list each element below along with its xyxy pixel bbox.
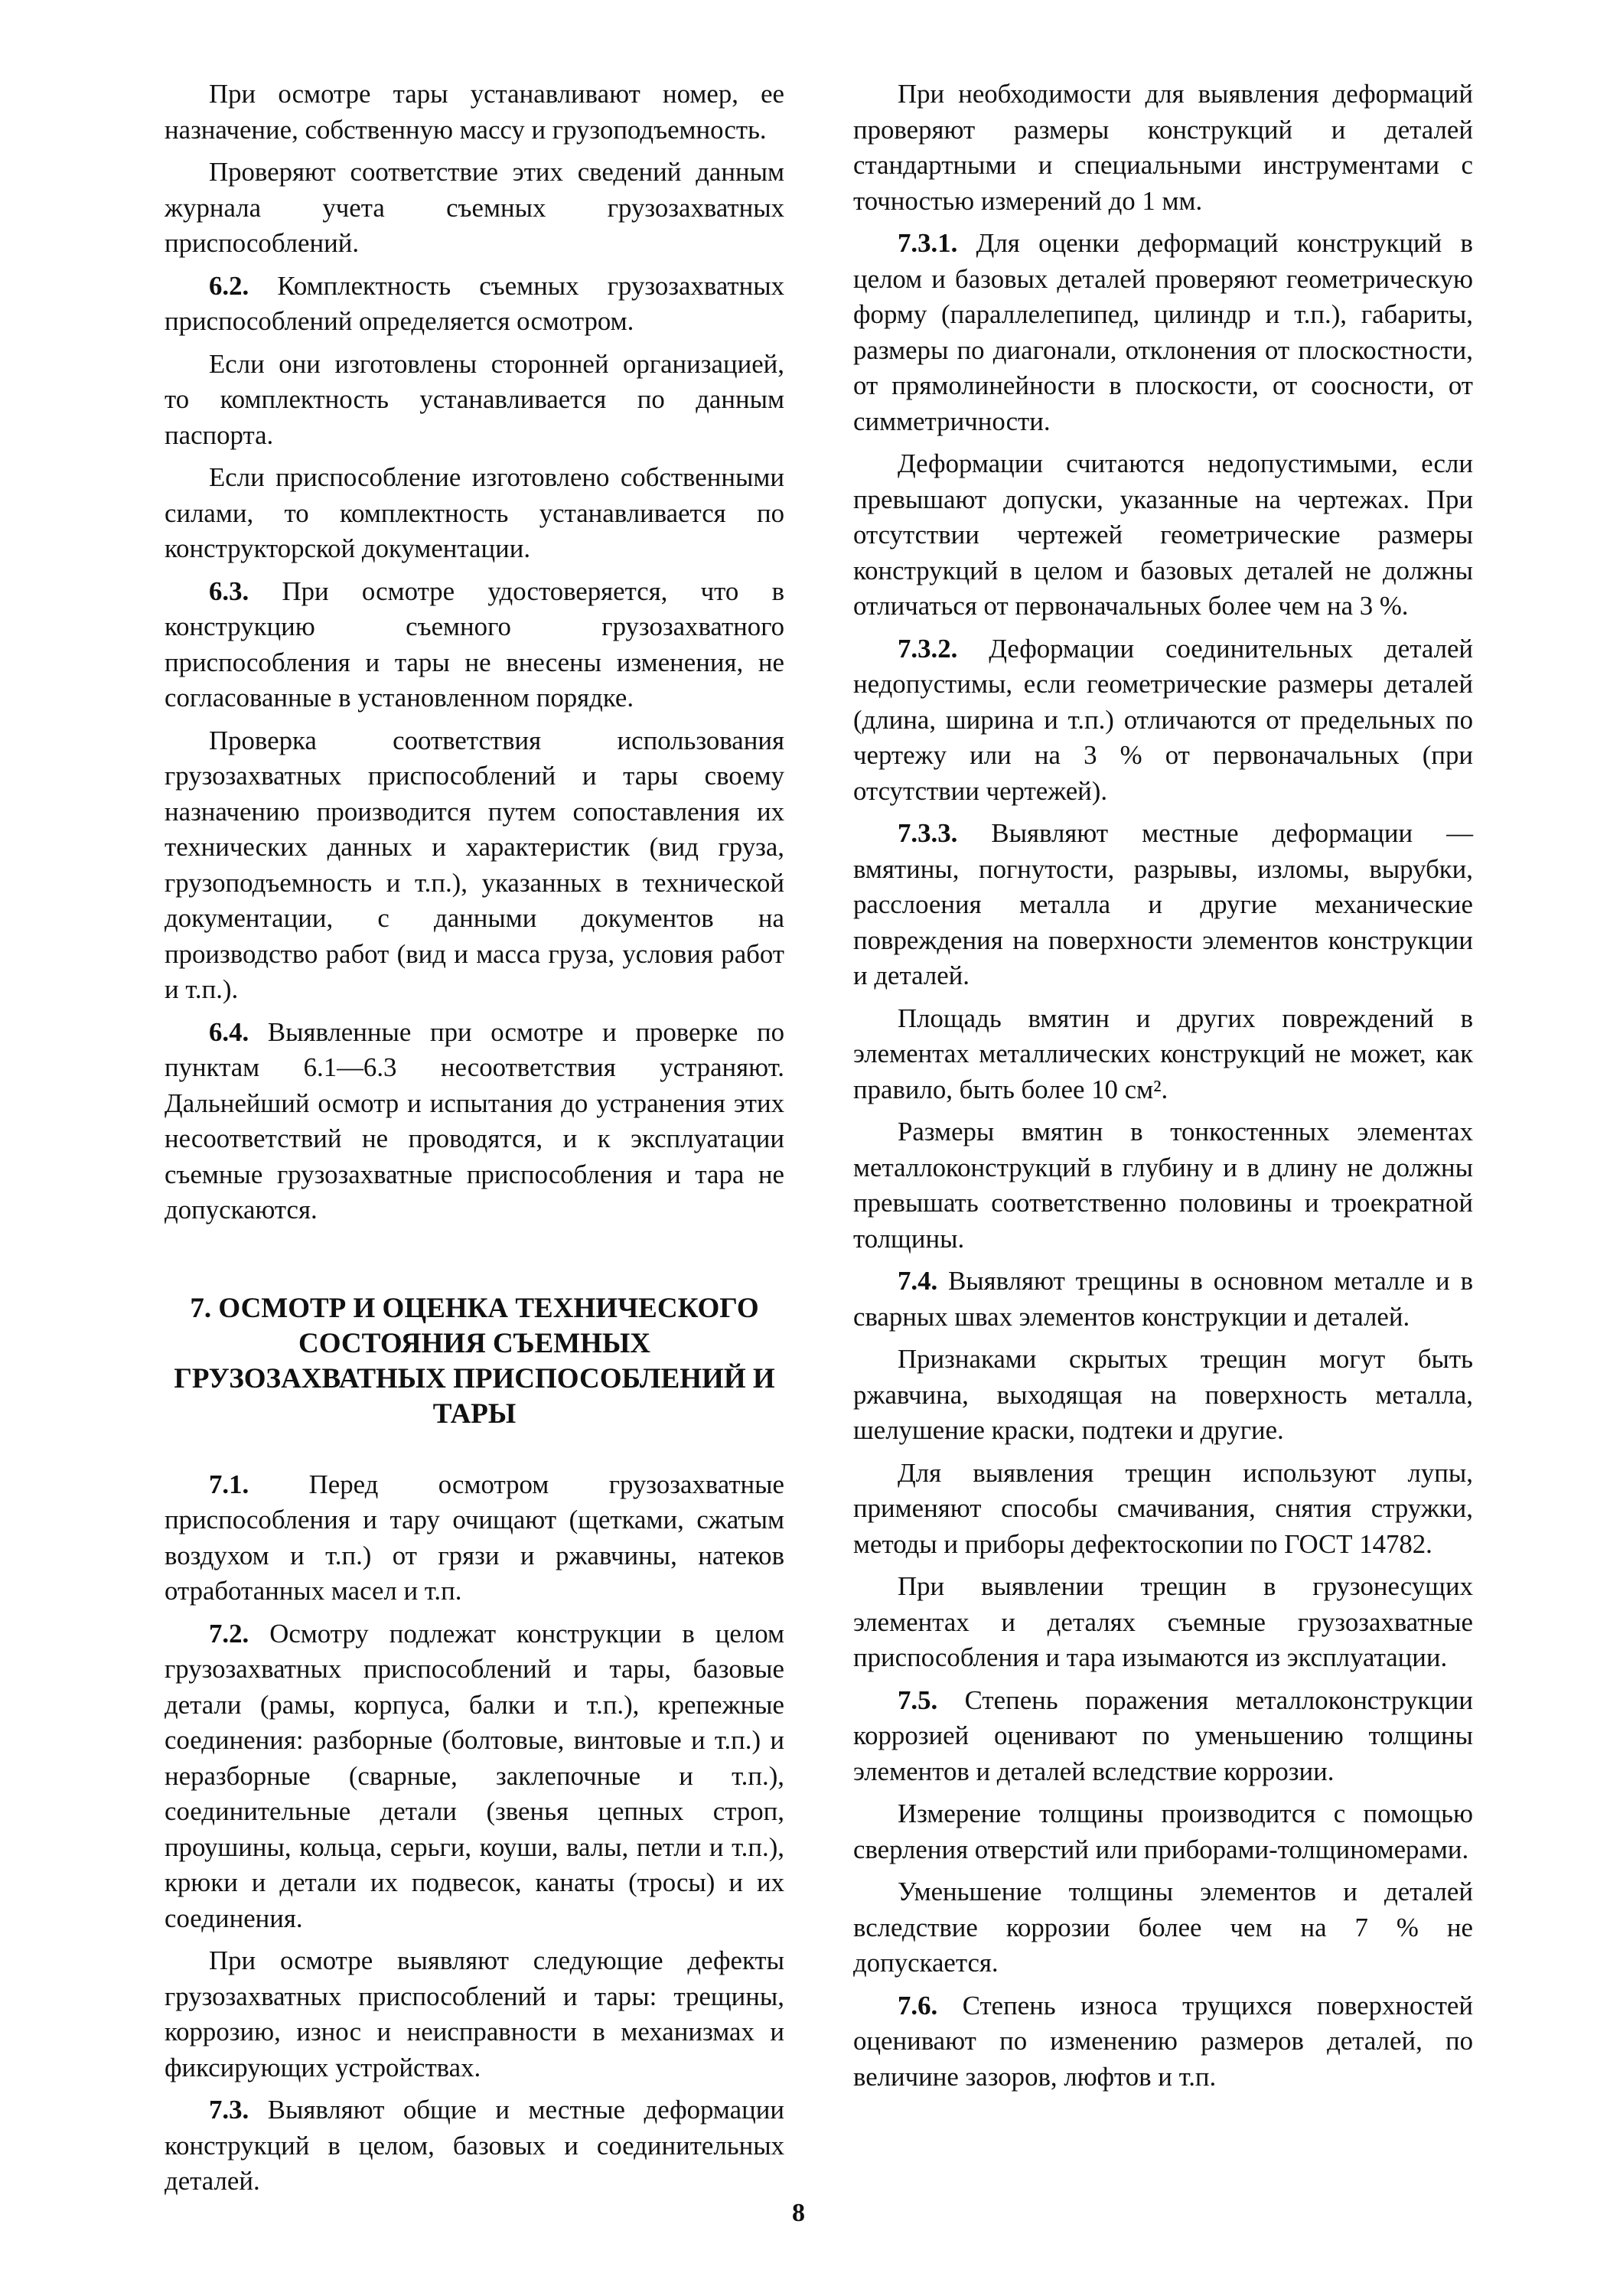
paragraph-6-4: 6.4. Выявленные при осмотре и проверке по пунктам 6.1—6.3 несоответствия устраняют. Дальнейший осмотр и испытания до устранения этих несоответствий не проводятся, и к эксплуатации съемные грузозахватные приспособления и тара не допускаются. xyxy=(165,1016,785,1225)
paragraph: При выявлении трещин в грузонесущих элементах и деталях съемные грузозахватные приспособления и тара изымаются из эксплуатации. xyxy=(853,1571,1473,1672)
paragraph: Признаками скрытых трещин могут быть ржавчина, выходящая на поверхность металла, шелушение краски, подтеки и другие. xyxy=(853,1344,1473,1445)
paragraph: Если они изготовлены сторонней организацией, то комплектность устанавливается по данным паспорта. xyxy=(165,348,784,450)
paragraph-7-3: 7.3. Выявляют общие и местные деформации конструкций в целом, базовых и соединительных деталей. xyxy=(165,2095,784,2196)
paragraph: Измерение толщины производится с помощью сверления отверстий или приборами-толщиномерами. xyxy=(853,1799,1473,1864)
paragraph: При осмотре тары устанавливают номер, ее назначение, собственную массу и грузоподъемность. xyxy=(165,79,784,145)
paragraph: При осмотре выявляют следующие дефекты грузозахватных приспособлений и тары: трещины, коррозию, износ и неисправности в механизмах и фиксирующих устройствах. xyxy=(165,1945,784,2082)
section-heading: 7. ОСМОТР И ОЦЕНКА ТЕХНИЧЕСКОГО СОСТОЯНИЯ СЪЕМНЫХ ГРУЗОЗАХВАТНЫХ ПРИСПОСОБЛЕНИЙ И ТАРЫ xyxy=(174,1292,775,1430)
paragraph-7-3-3: 7.3.3. Выявляют местные деформации — вмятины, погнутости, разрывы, изломы, вырубки, расслоения металла и другие механические повреждения на поверхности элементов конструкции и деталей. xyxy=(853,818,1473,990)
paragraph: Если приспособление изготовлено собственными силами, то комплектность устанавливается по конструкторской документации. xyxy=(165,462,784,563)
paragraph-7-3-2: 7.3.2. Деформации соединительных деталей недопустимы, если геометрические размеры деталей (длина, ширина и т.п.) отличаются от предельных по чертежу или на 3 % от первоначальных (при отсутствии чертежей). xyxy=(853,633,1474,806)
left-paragraphs-a xyxy=(165,77,784,1228)
paragraph-7-3-1: 7.3.1. Для оценки деформаций конструкций в целом и базовых деталей проверяют геометрическую форму (параллелепипед, цилиндр и т.п.), габариты, размеры по диагонали, отклонения от плоскостности, от прямолинейности в плоскости, от соосности, от симметричности. xyxy=(853,228,1473,436)
paragraph-7-5: 7.5. Степень поражения металлоконструкции коррозией оценивают по уменьшению толщины элементов и деталей вследствие коррозии. xyxy=(853,1684,1473,1786)
paragraph: При необходимости для выявления деформаций проверяют размеры конструкций и деталей стандартными и специальными инструментами с точностью измерений до 1 мм. xyxy=(853,79,1473,216)
paragraph: Размеры вмятин в тонкостенных элементах металлоконструкций в глубину и в длину не должны превышать соответственно половины и троекратной толщины. xyxy=(853,1117,1473,1254)
left-column xyxy=(165,77,784,2206)
paragraph-6-2: 6.2. Комплектность съемных грузозахватных приспособлений определяется осмотром. xyxy=(165,270,784,336)
paragraph: Проверяют соответствие этих сведений данным журнала учета съемных грузозахватных приспособлений. xyxy=(165,157,784,258)
paragraph: Площадь вмятин и других повреждений в элементах металлических конструкций не может, как правило, быть более 10 см². xyxy=(853,1003,1473,1104)
paragraph-7-4: 7.4. Выявляют трещины в основном металле и в сварных швах элементов конструкции и деталей. xyxy=(853,1266,1473,1332)
paragraph-7-2: 7.2. Осмотру подлежат конструкции в целом грузозахватных приспособлений и тары, базовые детали (рамы, корпуса, балки и т.п.), крепежные соединения: разборные (болтовые, винтовые и т.п.) и неразборные (сварные, заклепочные и т.п.), соединительные детали (звенья цепных строп, проушины, кольца, серьги, коуши, валы, петли и т.п.), крюки и детали их подвесок, канаты (тросы) и их соединения. xyxy=(165,1618,784,1933)
paragraph: Деформации считаются недопустимыми, если превышают допуски, указанные на чертежах. При отсутствии чертежей геометрические размеры конструкций в целом и базовых деталей не должны отличаться от первоначальных более чем на 3 %. xyxy=(853,448,1473,621)
paragraph: Для выявления трещин используют лупы, применяют способы смачивания, снятия стружки, методы и приборы дефектоскопии по ГОСТ 14782. xyxy=(853,1457,1473,1559)
paragraph-7-6: 7.6. Степень износа трущихся поверхностей оценивают по изменению размеров деталей, по величине зазоров, люфтов и т.п. xyxy=(853,1990,1473,2092)
paragraph: Проверка соответствия использования грузозахватных приспособлений и тары своему назначению производится путем сопоставления их технических данных и характеристик (вид груза, грузоподъемность и т.п.), указанных в технической документации, с данными документов на производство работ (вид и масса груза, условия работ и т.п.). xyxy=(165,725,784,1004)
left-paragraphs-b xyxy=(165,1467,784,2200)
paragraph: Уменьшение толщины элементов и деталей вследствие коррозии более чем на 7 % не допускается. xyxy=(853,1877,1473,1978)
paragraph-6-3: 6.3. При осмотре удостоверяется, что в конструкцию съемного грузозахватного приспособления и тары не внесены изменения, не согласованные в установленном порядке. xyxy=(165,576,785,713)
right-column xyxy=(853,77,1473,2102)
paragraph-7-1: 7.1. Перед осмотром грузозахватные приспособления и тару очищают (щетками, сжатым воздухом и т.п.) от грязи и ржавчины, натеков отработанных масел и т.п. xyxy=(165,1469,785,1606)
page-number: 8 xyxy=(792,2199,805,2227)
